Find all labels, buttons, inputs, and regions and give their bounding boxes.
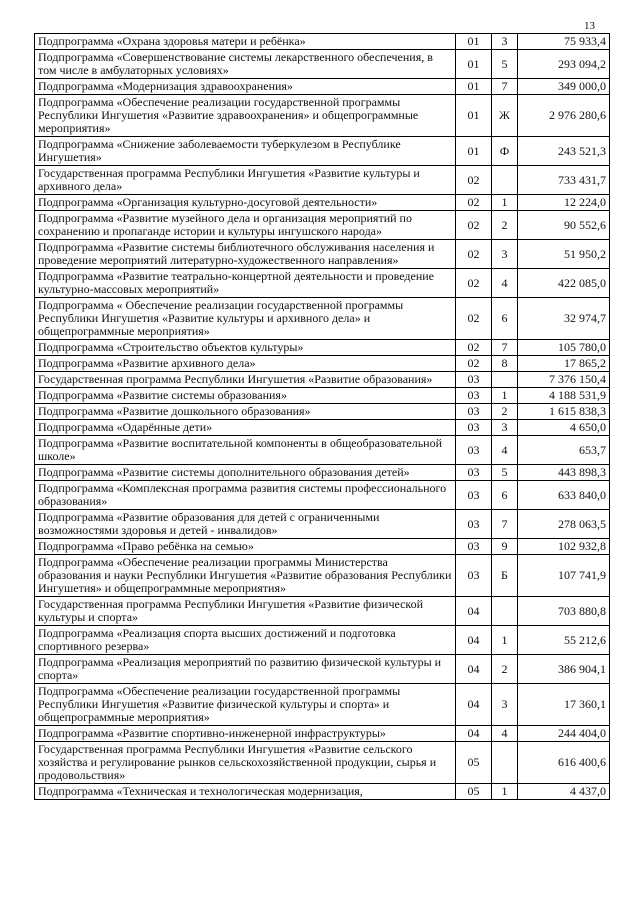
program-name-cell: Государственная программа Республики Ингушетия «Развитие культуры и архивного дела» (35, 166, 456, 195)
amount-cell: 703 880,8 (518, 597, 610, 626)
program-code-cell: 01 (456, 137, 492, 166)
program-name-cell: Подпрограмма «Техническая и технологическая модернизация, (35, 784, 456, 800)
amount-cell: 2 976 280,6 (518, 95, 610, 137)
subprogram-code-cell: 4 (492, 436, 518, 465)
subprogram-code-cell: 3 (492, 684, 518, 726)
program-name-cell: Подпрограмма «Право ребёнка на семью» (35, 539, 456, 555)
amount-cell: 293 094,2 (518, 50, 610, 79)
amount-cell: 443 898,3 (518, 465, 610, 481)
table-row (35, 404, 610, 420)
amount-cell: 278 063,5 (518, 510, 610, 539)
amount-cell: 4 437,0 (518, 784, 610, 800)
program-name-cell: Подпрограмма «Комплексная программа развития системы профессионального образования» (35, 481, 456, 510)
program-code-cell: 02 (456, 298, 492, 340)
program-code-cell: 03 (456, 372, 492, 388)
table-row (35, 34, 610, 50)
program-name-cell: Подпрограмма «Реализация спорта высших достижений и подготовка спортивного резерва» (35, 626, 456, 655)
program-code-cell: 04 (456, 726, 492, 742)
table-row (35, 784, 610, 800)
amount-cell: 4 188 531,9 (518, 388, 610, 404)
program-code-cell: 03 (456, 465, 492, 481)
program-name-cell: Подпрограмма «Обеспечение реализации программы Министерства образования и науки Республики Ингушетия «Развитие образования Республики Ингушетия» и общепрограммные мероприятия» (35, 555, 456, 597)
table-row (35, 420, 610, 436)
subprogram-code-cell: 3 (492, 34, 518, 50)
program-code-cell: 04 (456, 597, 492, 626)
amount-cell: 386 904,1 (518, 655, 610, 684)
program-code-cell: 01 (456, 50, 492, 79)
program-name-cell: Подпрограмма «Развитие образования для детей с ограниченными возможностями здоровья и детей - инвалидов» (35, 510, 456, 539)
amount-cell: 244 404,0 (518, 726, 610, 742)
program-code-cell: 03 (456, 436, 492, 465)
program-name-cell: Подпрограмма «Модернизация здравоохранения» (35, 79, 456, 95)
table-row (35, 597, 610, 626)
program-name-cell: Подпрограмма «Реализация мероприятий по развитию физической культуры и спорта» (35, 655, 456, 684)
subprogram-code-cell: 3 (492, 420, 518, 436)
program-name-cell: Подпрограмма «Совершенствование системы лекарственного обеспечения, в том числе в амбулаторных условиях» (35, 50, 456, 79)
amount-cell: 422 085,0 (518, 269, 610, 298)
subprogram-code-cell: 5 (492, 50, 518, 79)
table-row (35, 240, 610, 269)
program-name-cell: Подпрограмма «Обеспечение реализации государственной программы Республики Ингушетия «Развитие здравоохранения» и общепрограммные мероприятия» (35, 95, 456, 137)
subprogram-code-cell: 2 (492, 655, 518, 684)
subprogram-code-cell: 7 (492, 340, 518, 356)
table-row (35, 50, 610, 79)
amount-cell: 4 650,0 (518, 420, 610, 436)
program-name-cell: Государственная программа Республики Ингушетия «Развитие сельского хозяйства и регулирование рынков сельскохозяйственной продукции, сырья и продовольствия» (35, 742, 456, 784)
subprogram-code-cell: 2 (492, 404, 518, 420)
amount-cell: 51 950,2 (518, 240, 610, 269)
table-row (35, 137, 610, 166)
amount-cell: 616 400,6 (518, 742, 610, 784)
amount-cell: 105 780,0 (518, 340, 610, 356)
amount-cell: 12 224,0 (518, 195, 610, 211)
program-name-cell: Подпрограмма «Развитие системы библиотечного обслуживания населения и проведение мероприятий литературно-художественного направления» (35, 240, 456, 269)
table-row (35, 655, 610, 684)
amount-cell: 243 521,3 (518, 137, 610, 166)
subprogram-code-cell: 1 (492, 195, 518, 211)
program-code-cell: 01 (456, 95, 492, 137)
program-code-cell: 03 (456, 555, 492, 597)
program-name-cell: Подпрограмма « Обеспечение реализации государственной программы Республики Ингушетия «Развитие культуры и архивного дела» и общепрограммные мероприятия» (35, 298, 456, 340)
program-code-cell: 05 (456, 742, 492, 784)
budget-table-body (35, 34, 610, 800)
program-code-cell: 04 (456, 655, 492, 684)
subprogram-code-cell: 4 (492, 726, 518, 742)
subprogram-code-cell: 6 (492, 481, 518, 510)
table-row (35, 298, 610, 340)
program-code-cell: 03 (456, 481, 492, 510)
amount-cell: 107 741,9 (518, 555, 610, 597)
amount-cell: 653,7 (518, 436, 610, 465)
program-name-cell: Государственная программа Республики Ингушетия «Развитие образования» (35, 372, 456, 388)
program-name-cell: Подпрограмма «Организация культурно-досуговой деятельности» (35, 195, 456, 211)
table-row (35, 388, 610, 404)
subprogram-code-cell: 8 (492, 356, 518, 372)
program-code-cell: 02 (456, 240, 492, 269)
table-row (35, 340, 610, 356)
amount-cell: 633 840,0 (518, 481, 610, 510)
table-row (35, 726, 610, 742)
program-name-cell: Подпрограмма «Охрана здоровья матери и ребёнка» (35, 34, 456, 50)
subprogram-code-cell: 2 (492, 211, 518, 240)
subprogram-code-cell: 5 (492, 465, 518, 481)
program-code-cell: 04 (456, 684, 492, 726)
subprogram-code-cell: 1 (492, 784, 518, 800)
subprogram-code-cell: 7 (492, 79, 518, 95)
subprogram-code-cell: Б (492, 555, 518, 597)
table-row (35, 356, 610, 372)
subprogram-code-cell (492, 597, 518, 626)
amount-cell: 32 974,7 (518, 298, 610, 340)
amount-cell: 349 000,0 (518, 79, 610, 95)
table-row (35, 626, 610, 655)
program-code-cell: 02 (456, 356, 492, 372)
program-code-cell: 03 (456, 388, 492, 404)
table-row (35, 510, 610, 539)
program-name-cell: Подпрограмма «Развитие системы образования» (35, 388, 456, 404)
subprogram-code-cell (492, 742, 518, 784)
page-number: 13 (584, 20, 595, 32)
program-code-cell: 02 (456, 211, 492, 240)
subprogram-code-cell: 4 (492, 269, 518, 298)
subprogram-code-cell: 1 (492, 626, 518, 655)
amount-cell: 102 932,8 (518, 539, 610, 555)
table-row (35, 539, 610, 555)
subprogram-code-cell: 7 (492, 510, 518, 539)
amount-cell: 17 360,1 (518, 684, 610, 726)
table-row (35, 166, 610, 195)
table-row (35, 211, 610, 240)
program-code-cell: 03 (456, 420, 492, 436)
program-name-cell: Подпрограмма «Одарённые дети» (35, 420, 456, 436)
program-name-cell: Подпрограмма «Обеспечение реализации государственной программы Республики Ингушетия «Развитие физической культуры и спорта» и общепрограммные мероприятия» (35, 684, 456, 726)
table-row (35, 742, 610, 784)
program-code-cell: 04 (456, 626, 492, 655)
amount-cell: 75 933,4 (518, 34, 610, 50)
program-name-cell: Подпрограмма «Развитие театрально-концертной деятельности и проведение культурно-массовых мероприятий» (35, 269, 456, 298)
program-code-cell: 03 (456, 510, 492, 539)
program-name-cell: Подпрограмма «Развитие дошкольного образования» (35, 404, 456, 420)
subprogram-code-cell (492, 372, 518, 388)
amount-cell: 90 552,6 (518, 211, 610, 240)
amount-cell: 55 212,6 (518, 626, 610, 655)
budget-table (34, 33, 610, 800)
subprogram-code-cell: Ф (492, 137, 518, 166)
program-code-cell: 03 (456, 404, 492, 420)
subprogram-code-cell: 1 (492, 388, 518, 404)
amount-cell: 733 431,7 (518, 166, 610, 195)
subprogram-code-cell: Ж (492, 95, 518, 137)
program-code-cell: 01 (456, 79, 492, 95)
table-row (35, 95, 610, 137)
program-name-cell: Подпрограмма «Снижение заболеваемости туберкулезом в Республике Ингушетия» (35, 137, 456, 166)
subprogram-code-cell: 6 (492, 298, 518, 340)
subprogram-code-cell: 9 (492, 539, 518, 555)
amount-cell: 7 376 150,4 (518, 372, 610, 388)
table-row (35, 555, 610, 597)
program-name-cell: Государственная программа Республики Ингушетия «Развитие физической культуры и спорта» (35, 597, 456, 626)
table-row (35, 195, 610, 211)
program-code-cell: 02 (456, 340, 492, 356)
table-row (35, 269, 610, 298)
program-name-cell: Подпрограмма «Развитие архивного дела» (35, 356, 456, 372)
program-code-cell: 02 (456, 269, 492, 298)
amount-cell: 17 865,2 (518, 356, 610, 372)
program-code-cell: 02 (456, 195, 492, 211)
table-row (35, 465, 610, 481)
table-row (35, 684, 610, 726)
subprogram-code-cell: 3 (492, 240, 518, 269)
program-name-cell: Подпрограмма «Развитие воспитательной компоненты в общеобразовательной школе» (35, 436, 456, 465)
table-row (35, 436, 610, 465)
program-name-cell: Подпрограмма «Развитие системы дополнительного образования детей» (35, 465, 456, 481)
program-code-cell: 05 (456, 784, 492, 800)
table-row (35, 481, 610, 510)
program-name-cell: Подпрограмма «Развитие спортивно-инженерной инфраструктуры» (35, 726, 456, 742)
program-code-cell: 02 (456, 166, 492, 195)
program-name-cell: Подпрограмма «Строительство объектов культуры» (35, 340, 456, 356)
subprogram-code-cell (492, 166, 518, 195)
program-code-cell: 03 (456, 539, 492, 555)
amount-cell: 1 615 838,3 (518, 404, 610, 420)
program-name-cell: Подпрограмма «Развитие музейного дела и организация мероприятий по сохранению и пропаганде истории и культуры ингушского народа» (35, 211, 456, 240)
program-code-cell: 01 (456, 34, 492, 50)
table-row (35, 79, 610, 95)
table-row (35, 372, 610, 388)
